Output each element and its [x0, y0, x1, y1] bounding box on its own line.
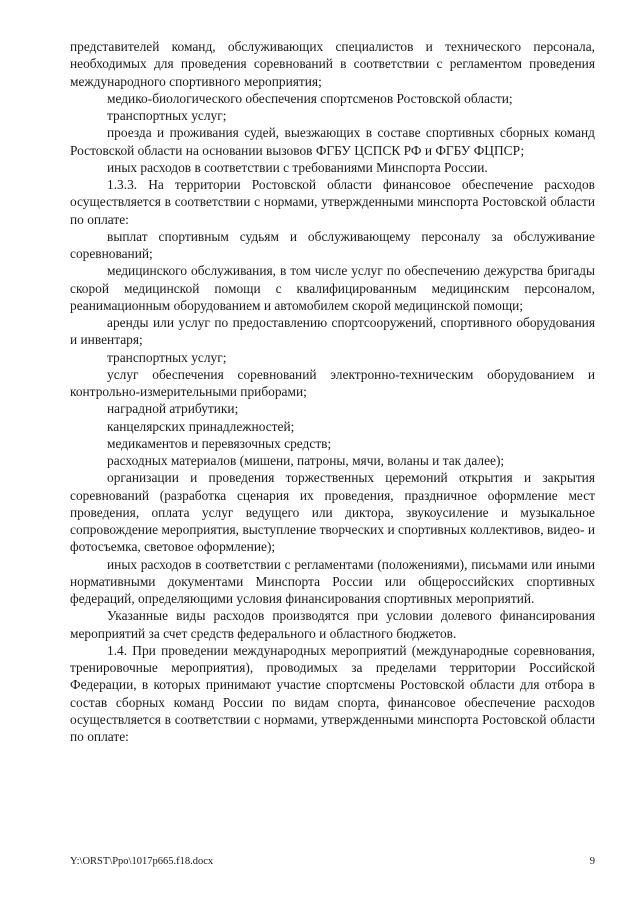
paragraph: наградной атрибутики;	[107, 401, 239, 417]
paragraph: аренды или услуг по предоставлению спортсооружений, спортивного оборудования и инвентаря;	[70, 315, 595, 348]
paragraph: представителей команд, обслуживающих специалистов и технического персонала, необходимых для проведения соревнований в соответствии с регламентом проведения международного спортивного мероприятия;	[70, 39, 595, 89]
paragraph: медико-биологического обеспечения спортсменов Ростовской области;	[107, 90, 513, 106]
paragraph: транспортных услуг;	[107, 108, 227, 123]
paragraph: выплат спортивным судьям и обслуживающему персоналу за обслуживание соревнований;	[70, 228, 595, 261]
paragraph: услуг обеспечения соревнований электронно-техническим оборудованием и контрольно-измерительными приборами;	[70, 366, 595, 399]
paragraph: медицинского обслуживания, в том числе услуг по обеспечению дежурства бригады скорой медицинской помощи с квалифицированным медицинским персоналом, реанимационным оборудованием и автомобилем скорой медицинской помощи;	[70, 263, 595, 313]
paragraph: медикаментов и перевязочных средств;	[107, 435, 332, 451]
page-number: 9	[589, 856, 595, 867]
paragraph: 1.3.3. На территории Ростовской области финансовое обеспечение расходов осуществляется в соответствии с нормами, утвержденными минспорта Ростовской области по оплате:	[70, 177, 595, 227]
paragraph: транспортных услуг;	[107, 349, 227, 365]
paragraph: организации и проведения торжественных церемоний открытия и закрытия соревнований (разработка сценария их проведения, праздничное оформление мест проведения, оплата услуг ведущего или диктора, звукоусиление и музыкальное сопровождение мероприятия, выступление творческих и спортивных коллективов, видео- и фотосъемка, световое оформление);	[70, 470, 595, 555]
paragraph: иных расходов в соответствии с требованиями Минспорта России.	[107, 159, 488, 175]
paragraph: 1.4. При проведении международных мероприятий (международные соревнования, тренировочные мероприятия), проводимых за пределами территории Российской Федерации, в которых принимают участие спортсмены Ростовской области для отбора в состав сборных команд России по видам спорта, финансовое обеспечение расходов осуществляется в соответствии с нормами, утвержденными минспорта Ростовской области по оплате:	[70, 642, 595, 744]
paragraph: иных расходов в соответствии с регламентами (положениями), письмами или иными нормативными документами Минспорта России или общероссийских спортивных федераций, определяющими условия финансирования спортивных мероприятий.	[70, 556, 595, 606]
file-path: Y:\ORST\Ppo\1017p665.f18.docx	[70, 856, 214, 867]
document-body	[70, 38, 595, 745]
paragraph: проезда и проживания судей, выезжающих в составе спортивных сборных команд Ростовской области на основании вызовов ФГБУ ЦСПСК РФ и ФГБУ ФЦПСР;	[70, 125, 595, 158]
paragraph: канцелярских принадлежностей;	[107, 418, 295, 434]
paragraph: Указанные виды расходов производятся при условии долевого финансирования мероприятий за счет средств федерального и областного бюджетов.	[70, 608, 595, 641]
paragraph: расходных материалов (мишени, патроны, мячи, воланы и так далее);	[107, 453, 505, 468]
page-footer	[70, 856, 595, 867]
